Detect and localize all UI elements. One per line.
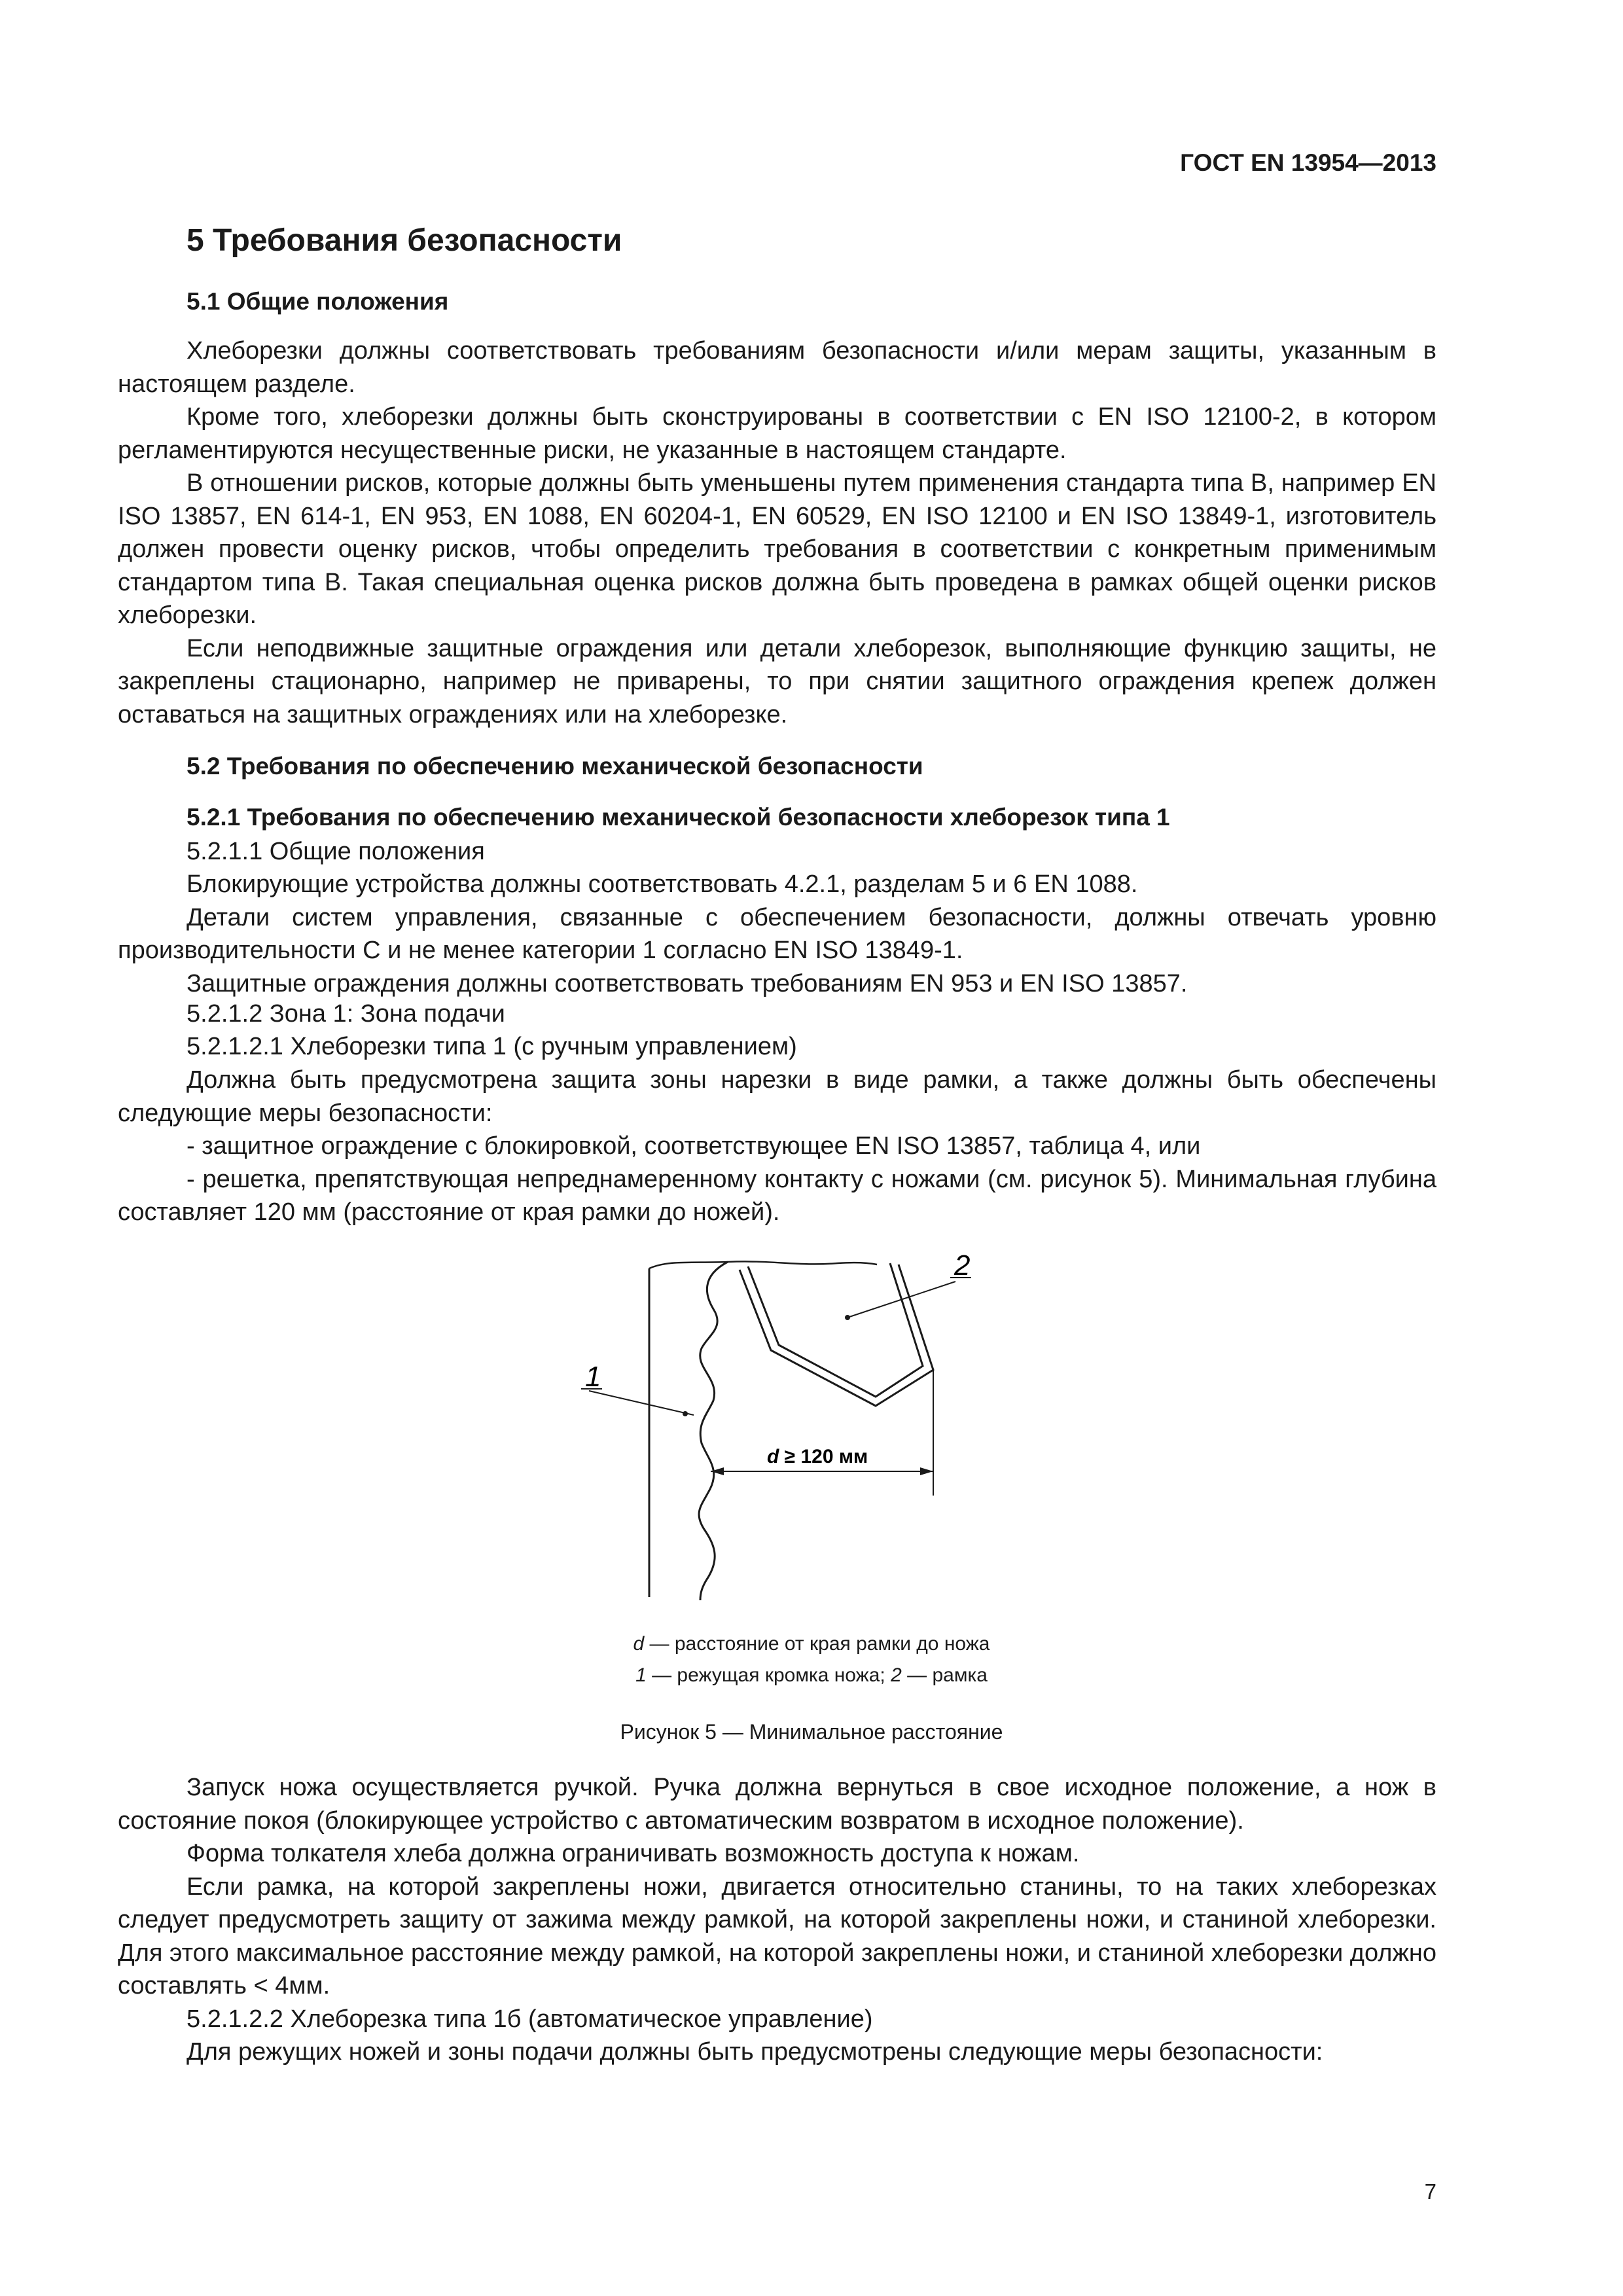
paragraph: В отношении рисков, которые должны быть уменьшены путем применения стандарта типа В, например EN ISO 13857, EN 614-1, EN 953, EN 1088, EN 60204-1, EN 60529, EN ISO 12100 и EN ISO 13849-1, изготовитель должен провести оценку рисков, чтобы определить требования в соответствии с конкретным применимым стандартом типа В. Такая специальная оценка рисков должна быть проведена в рамках общей оценки рисков хлеборезки. xyxy=(118,469,1436,629)
break-line xyxy=(649,1261,877,1268)
section-5-title: 5 Требования безопасности xyxy=(187,223,622,258)
section-5-2-title: 5.2 Требования по обеспечению механической безопасности xyxy=(187,753,923,780)
page-number: 7 xyxy=(1424,2179,1436,2204)
section-5-1-body xyxy=(118,334,1436,731)
section-5-2-1-2-1-body xyxy=(118,1064,1436,1229)
paragraph: Защитные ограждения должны соответствовать требованиям EN 953 и EN ISO 13857. xyxy=(187,969,1188,997)
after-figure-body xyxy=(118,1771,1436,2069)
section-5-2-1-title: 5.2.1 Требования по обеспечению механической безопасности хлеборезок типа 1 xyxy=(187,804,1170,831)
section-5-2-1-2-1-title: 5.2.1.2.1 Хлеборезки типа 1 (с ручным управлением) xyxy=(187,1033,797,1060)
leader-line-2 xyxy=(847,1282,955,1318)
leader-dot-2 xyxy=(845,1315,850,1320)
paragraph: Запуск ножа осуществляется ручкой. Ручка должна вернуться в свое исходное положение, а нож в состояние покоя (блокирующее устройство с автоматическим возвратом в исходное положение). xyxy=(118,1774,1436,1835)
figure-5-diagram xyxy=(563,1244,1021,1610)
section-5-2-1-1-body xyxy=(118,868,1436,1000)
document-code-header: ГОСТ EN 13954—2013 xyxy=(1180,149,1436,176)
paragraph: Кроме того, хлеборезки должны быть сконструированы в соответствии с EN ISO 12100-2, в котором регламентируются несущественные риски, не указанные в настоящем стандарте. xyxy=(118,403,1436,464)
leader-dot-1 xyxy=(683,1411,688,1416)
paragraph: Хлеборезки должны соответствовать требованиям безопасности и/или мерам защиты, указанным в настоящем разделе. xyxy=(118,337,1436,398)
list-item: - защитное ограждение с блокировкой, соответствующее EN ISO 13857, таблица 4, или xyxy=(187,1132,1201,1160)
paragraph: Блокирующие устройства должны соответствовать 4.2.1, разделам 5 и 6 EN 1088. xyxy=(187,870,1138,898)
frame-inner xyxy=(748,1263,923,1397)
arrow-right-icon xyxy=(920,1467,933,1475)
figure-legend-line-1: d — расстояние от края рамки до ножа xyxy=(633,1633,990,1655)
dimension-label: d ≥ 120 мм xyxy=(767,1446,868,1467)
paragraph: Если рамка, на которой закреплены ножи, двигается относительно станины, то на таких хлеборезках следует предусмотреть защиту от зажима между рамкой, на которой закреплены ножи, и станиной хлеборезки. Для этого максимальное расстояние между рамкой, на которой закреплены ножи, и станиной хлеборезки должно составлять < 4мм. xyxy=(118,1873,1436,2000)
figure-label-1: 1 xyxy=(585,1361,601,1393)
figure-legend-line-2: 1 — режущая кромка ножа; 2 — рамка xyxy=(635,1664,988,1686)
paragraph: Должна быть предусмотрена защита зоны нарезки в виде рамки, а также должны быть обеспечены следующие меры безопасности: xyxy=(118,1066,1436,1127)
figure-caption: Рисунок 5 — Минимальное расстояние xyxy=(620,1720,1003,1744)
paragraph: 5.2.1.2.2 Хлеборезка типа 1б (автоматическое управление) xyxy=(187,2005,873,2033)
paragraph: Для режущих ножей и зоны подачи должны быть предусмотрены следующие меры безопасности: xyxy=(187,2038,1323,2066)
paragraph: Форма толкателя хлеба должна ограничивать возможность доступа к ножам. xyxy=(187,1840,1080,1867)
section-5-2-1-1-title: 5.2.1.1 Общие положения xyxy=(187,838,485,865)
leader-line-1 xyxy=(589,1391,694,1415)
paragraph: Детали систем управления, связанные с обеспечением безопасности, должны отвечать уровню производительности С и не менее категории 1 согласно EN ISO 13849-1. xyxy=(118,903,1436,964)
section-5-2-1-2-title: 5.2.1.2 Зона 1: Зона подачи xyxy=(187,1000,505,1028)
figure-label-2: 2 xyxy=(954,1249,971,1282)
list-item: - решетка, препятствующая непреднамеренному контакту с ножами (см. рисунок 5). Минимальная глубина составляет 120 мм (расстояние от края рамки до ножей). xyxy=(118,1165,1436,1226)
blade-cutting-edge xyxy=(699,1262,728,1600)
frame-outer xyxy=(740,1265,933,1406)
paragraph: Если неподвижные защитные ограждения или детали хлеборезок, выполняющие функцию защиты, не закреплены стационарно, например не приварены, то при снятии защитного ограждения крепеж должен оставаться на защитных ограждениях или на хлеборезке. xyxy=(118,634,1436,728)
section-5-1-title: 5.1 Общие положения xyxy=(187,288,449,315)
